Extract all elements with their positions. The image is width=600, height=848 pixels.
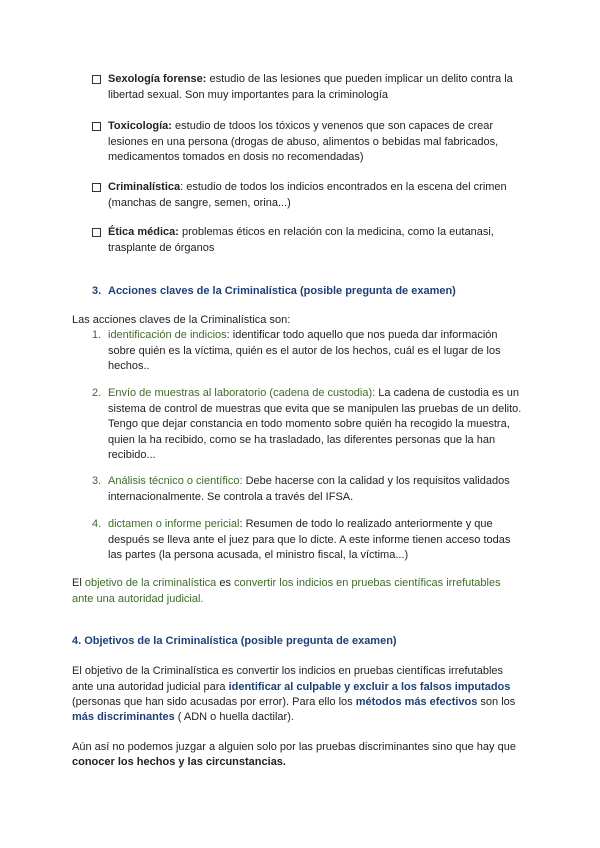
list-item-1-line-1 xyxy=(108,328,498,343)
checklist-item-3-line-1 xyxy=(108,180,507,195)
checklist-item-4-line-1 xyxy=(108,225,494,240)
list-item-3-line-2: internacionalmente. Se controla a través del IFSA. xyxy=(108,491,354,503)
checklist-text: estudio de las lesiones que pueden implicar un delito contra la xyxy=(206,73,513,85)
list-item-2-line-5: recibido... xyxy=(108,449,156,461)
list-item-4-line-2: después se lleva ante el juez para que lo dicte. A este informe tienen acceso todas xyxy=(108,534,511,546)
section-3-title: Acciones claves de la Criminalística (posible pregunta de examen) xyxy=(108,285,456,297)
list-item-text: Debe hacerse con la calidad y los requisitos validados xyxy=(242,475,510,487)
checklist-item-2-line-1 xyxy=(108,119,493,134)
checklist-item-1-line-2: libertad sexual. Son muy importantes para la criminología xyxy=(108,89,389,101)
summary-highlight-objective: objetivo de la criminalística xyxy=(84,577,217,589)
summary-line-1 xyxy=(72,576,501,591)
checkbox-etica-medica[interactable] xyxy=(92,228,101,237)
checklist-item-1-line-1 xyxy=(108,72,513,87)
checklist-text: problemas éticos en relación con la medicina, como la eutanasi, xyxy=(178,226,494,238)
summary-highlight-convert: convertir los indicios en pruebas científicas irrefutables xyxy=(234,577,501,589)
highlight-metodos: métodos más efectivos xyxy=(355,696,478,708)
section-4-para-1-line-4 xyxy=(72,710,294,725)
checklist-item-2-line-3: medicamentos tomados en dosis no recomendadas) xyxy=(108,151,364,163)
para-text: ante una autoridad judicial para xyxy=(72,681,229,693)
term-toxicologia: Toxicología: xyxy=(108,120,172,132)
list-item-text: : identificar todo aquello que nos pueda dar información xyxy=(226,329,498,341)
list-number-2: 2. xyxy=(92,387,102,399)
list-item-1-line-2: sobre quién es la víctima, quién es el autor de los hechos, cuál es el lugar de los xyxy=(108,345,501,357)
checklist-item-4-line-2: trasplante de órganos xyxy=(108,242,215,254)
list-number-4: 4. xyxy=(92,518,102,530)
para-text: son los xyxy=(477,696,516,708)
section-4-para-1-line-3 xyxy=(72,695,515,710)
highlight-discriminantes: más discriminantes xyxy=(72,711,175,723)
list-item-2-line-4: quien la ha recibido, como se ha trasladado, las diferentes personas que la han xyxy=(108,434,496,446)
list-item-text: : Resumen de todo lo realizado anteriormente y que xyxy=(239,518,493,530)
list-number-3: 3. xyxy=(92,475,102,487)
checkbox-toxicologia[interactable] xyxy=(92,122,101,131)
term-criminalistica: Criminalística xyxy=(108,181,181,193)
summary-text: El xyxy=(72,577,85,589)
list-item-1-label: identificación de indicios xyxy=(108,329,227,341)
term-etica-medica: Ética médica: xyxy=(108,226,179,238)
para-text: ( ADN o huella dactilar). xyxy=(174,711,294,723)
list-item-2-line-1 xyxy=(108,386,519,401)
list-number-1: 1. xyxy=(92,329,102,341)
list-item-3-line-1 xyxy=(108,474,510,489)
list-item-3-label: Análisis técnico o científico: xyxy=(108,475,243,487)
summary-text: es xyxy=(216,577,235,589)
section-3-intro: Las acciones claves de la Criminalística son: xyxy=(72,314,291,326)
section-4-para-2-line-1: Aún así no podemos juzgar a alguien solo por las pruebas discriminantes sino que hay que xyxy=(72,741,516,753)
section-4-para-2-line-2: conocer los hechos y las circunstancias. xyxy=(72,756,286,768)
checklist-text: : estudio de todos los indicios encontrados en la escena del crimen xyxy=(180,181,507,193)
para-text: (personas que han sido acusadas por error). Para ello los xyxy=(72,696,356,708)
checkbox-criminalistica[interactable] xyxy=(92,183,101,192)
section-4-para-1-line-1: El objetivo de la Criminalística es convertir los indicios en pruebas científicas irrefutables xyxy=(72,665,504,677)
checklist-item-3-line-2: (manchas de sangre, semen, orina...) xyxy=(108,197,291,209)
checklist-text: estudio de tdoos los tóxicos y venenos que son capaces de crear xyxy=(171,120,493,132)
summary-line-2: ante una autoridad judicial. xyxy=(72,593,204,605)
list-item-2-line-3: Tengo que dejar constancia en todo momento sobre quién ha recogido la muestra, xyxy=(108,418,510,430)
section-3-number: 3. xyxy=(92,285,102,297)
section-4-para-1-line-2 xyxy=(72,680,510,695)
term-sexologia: Sexología forense: xyxy=(108,73,207,85)
list-item-text: La cadena de custodia es un xyxy=(375,387,519,399)
list-item-4-line-3: las partes (la persona acusada, el ministro fiscal, la víctima...) xyxy=(108,549,409,561)
checklist-item-2-line-2: lesiones en una persona (drogas de abuso, alimentos o bebidas mal fabricados, xyxy=(108,136,499,148)
checkbox-sexologia[interactable] xyxy=(92,75,101,84)
list-item-4-label: dictamen o informe pericial xyxy=(108,518,240,530)
highlight-identificar: identificar al culpable y excluir a los falsos imputados xyxy=(228,681,511,693)
section-4-title: 4. Objetivos de la Criminalística (posible pregunta de examen) xyxy=(72,635,397,647)
list-item-2-label: Envío de muestras al laboratorio (cadena de custodia): xyxy=(108,387,376,399)
list-item-4-line-1 xyxy=(108,517,493,532)
list-item-1-line-3: hechos.. xyxy=(108,360,150,372)
list-item-2-line-2: sistema de control de muestras que evita que se manipulen las pruebas de un delito. xyxy=(108,403,522,415)
